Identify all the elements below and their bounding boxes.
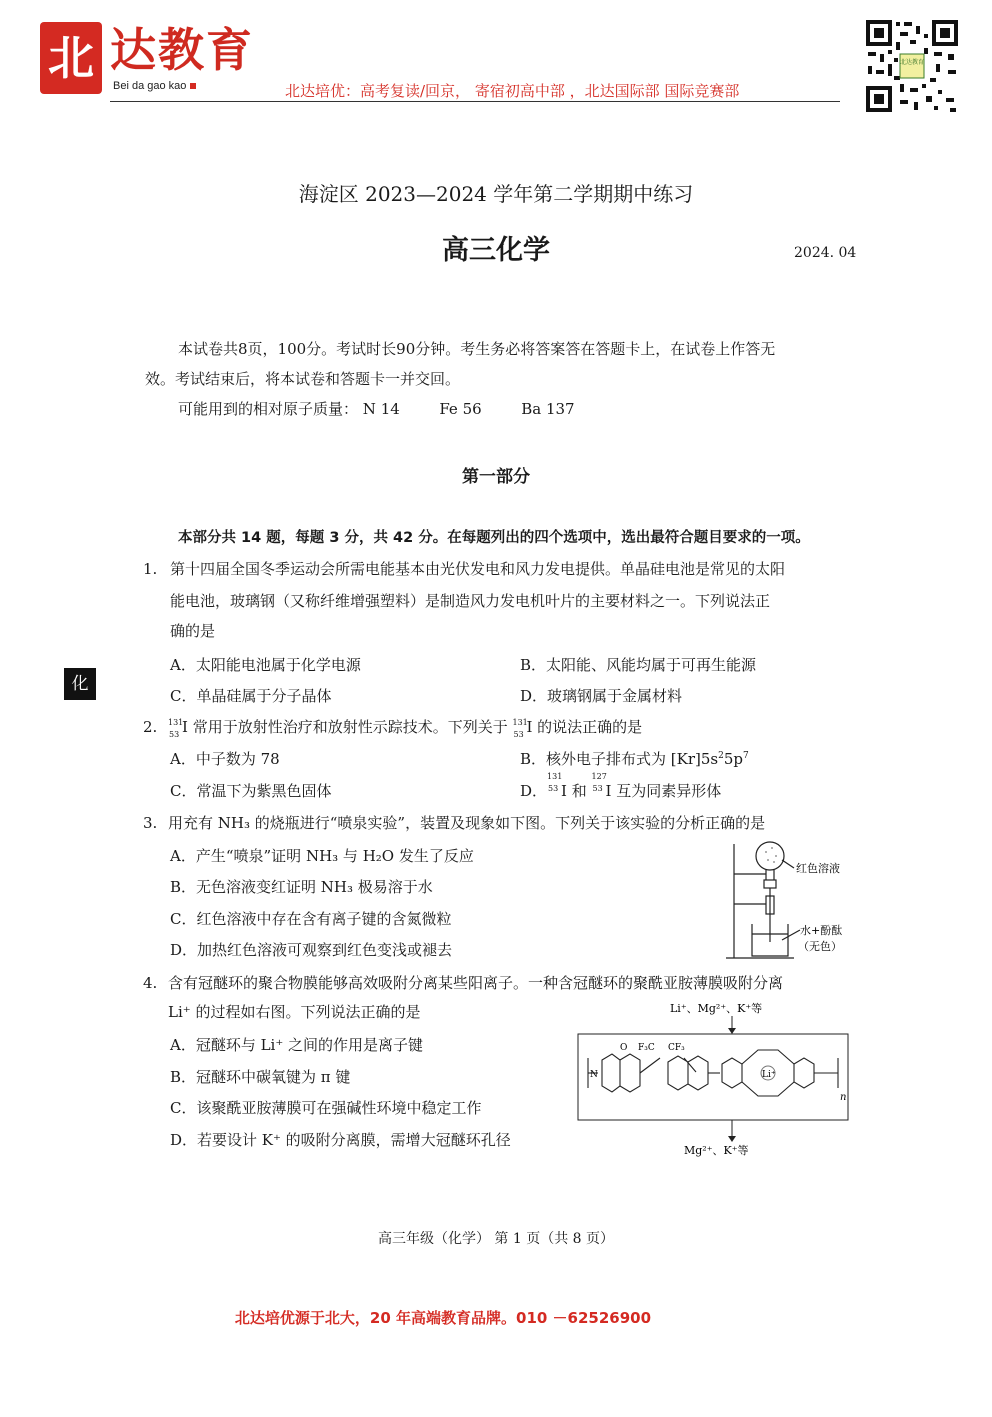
atomic-mass-n: N 14 [362,400,400,418]
option-a[interactable]: A．中子数为 78 [170,750,280,768]
question-stem-line: 能电池，玻璃钢（又称纤维增强塑料）是制造风力发电机叶片的主要材料之一。下列说法正 [170,592,771,610]
figure-cf3-left: F₃C [638,1043,655,1053]
question-stem-line: 用充有 NH₃ 的烧瓶进行“喷泉实验”，装置及现象如下图。下列关于该实验的分析正确的是 [168,814,766,832]
label-red-solution: 红色溶液 [796,862,840,875]
promo-banner: 北达培优源于北大，20 年高端教育品牌。010 －62526900 [234,1309,652,1327]
intro-line-1: 本试卷共8页，100分。考试时长90分钟。考生务必将答案答在答题卡上，在试卷上作答无 [178,340,776,358]
option-d[interactable]: D． 131 53 I 和 127 53 I 互为同素异形体 [520,772,722,800]
crown-ether-polyimide-figure [572,998,854,1162]
label-colorless: （无色） [798,940,842,953]
question-number: 2. [143,718,158,736]
exam-subject: 高三化学 [442,235,550,266]
header-divider [110,101,840,102]
option-c[interactable]: C．该聚酰亚胺薄膜可在强碱性环境中稳定工作 [170,1099,482,1117]
question-stem-line: 含有冠醚环的聚合物膜能够高效吸附分离某些阳离子。一种含冠醚环的聚酰亚胺薄膜吸附分离 [168,974,784,992]
atomic-mass-label: 可能用到的相对原子质量： [178,400,359,418]
option-c[interactable]: C．常温下为紫黑色固体 [170,782,332,800]
exam-title: 海淀区 2023—2024 学年第二学期期中练习 [298,182,694,206]
intro-line-2: 效。考试结束后，将本试卷和答题卡一并交回。 [145,370,461,388]
figure-cf3-right: CF₃ [668,1043,685,1053]
question-number: 1. [143,560,158,578]
option-b[interactable]: B．核外电子排布式为 $[Kr]5s^25p^7$ [520,750,749,768]
question-stem-line: 131 53 I 常用于放射性治疗和放射性示踪技术。下列关于 131 53 I 的说法正确的是 [168,718,643,739]
option-d[interactable]: D．若要设计 K⁺ 的吸附分离膜，需增大冠醚环孔径 [170,1131,511,1149]
question-number: 4. [143,974,158,992]
label-water-phenolphthalein: 水+酚酞 [800,924,843,937]
fountain-apparatus-figure [722,838,862,966]
option-d[interactable]: D．加热红色溶液可观察到红色变浅或褪去 [170,941,453,959]
option-c[interactable]: C．红色溶液中存在含有离子键的含氮微粒 [170,910,452,928]
option-b[interactable]: B．无色溶液变红证明 NH₃ 极易溶于水 [170,878,433,896]
logo-mark: 北 [40,22,102,94]
question-number: 3. [143,814,158,832]
exam-date: 2024. 04 [794,245,857,261]
figure-carbonyl-o: O [620,1043,628,1053]
option-a[interactable]: A．太阳能电池属于化学电源 [170,656,361,674]
figure-imide-n: N [590,1070,598,1080]
figure-repeat-n: n [840,1092,847,1103]
question-stem-line: Li⁺ 的过程如右图。下列说法正确的是 [168,1003,421,1021]
atomic-mass-ba: Ba 137 [521,400,575,418]
option-b[interactable]: B．冠醚环中碳氧键为 π 键 [170,1068,351,1086]
page-footer: 高三年级（化学） 第 1 页（共 8 页） [377,1231,615,1247]
section-title: 第一部分 [462,467,530,487]
question-stem-line: 确的是 [170,622,216,640]
option-b[interactable]: B．太阳能、风能均属于可再生能源 [520,656,757,674]
atomic-mass-line [178,394,575,424]
section-instructions: 本部分共 14 题，每题 3 分，共 42 分。在每题列出的四个选项中，选出最符合题目要求的一项。 [178,530,810,546]
figure-li-ion: Li⁺ [762,1070,776,1080]
option-d[interactable]: D．玻璃钢属于金属材料 [520,687,683,705]
option-a[interactable]: A．冠醚环与 Li⁺ 之间的作用是离子键 [170,1036,424,1054]
subject-side-tab: 化 [64,668,96,700]
atomic-mass-fe: Fe 56 [439,400,482,418]
qr-caption: 北达教育 [899,59,925,66]
option-c[interactable]: C．单晶硅属于分子晶体 [170,687,332,705]
qr-code-icon [864,18,960,114]
header-tagline: 北达培优：高考复读/回京， 寄宿初高中部 ，北达国际部 国际竞赛部 [285,82,740,100]
figure-bottom-label: Mg²⁺、K⁺等 [684,1144,749,1157]
logo-wordmark: 达教育 [110,23,254,77]
figure-top-label: Li⁺、Mg²⁺、K⁺等 [670,1002,763,1015]
logo-pinyin: Bei da gao kao [113,80,196,92]
question-stem-line: 第十四届全国冬季运动会所需电能基本由光伏发电和风力发电提供。单晶硅电池是常见的太阳 [170,560,786,578]
option-a[interactable]: A．产生“喷泉”证明 NH₃ 与 H₂O 发生了反应 [170,847,474,865]
